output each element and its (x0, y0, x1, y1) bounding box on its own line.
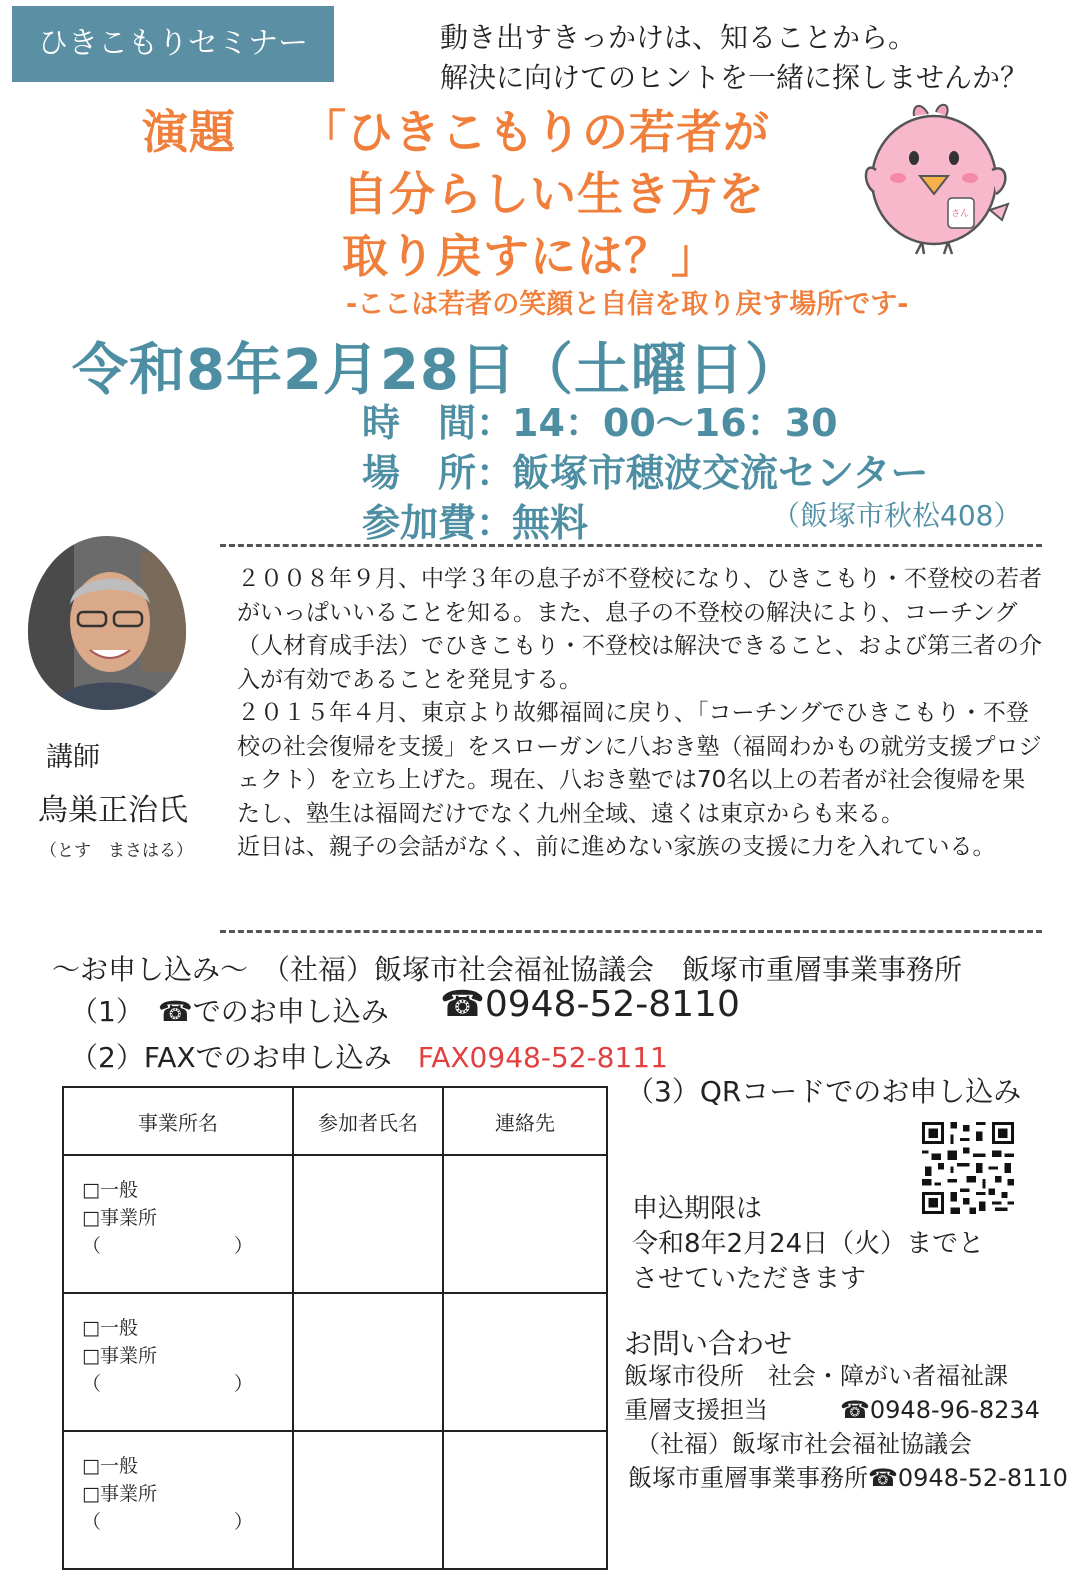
title-subtitle: -ここは若者の笑顔と自信を取り戻す場所です- (346, 289, 909, 320)
contact-line-3: （社福）飯塚市社会福祉協議会 (636, 1430, 972, 1458)
office-cell[interactable] (63, 1293, 293, 1431)
checkbox-general[interactable]: □一般 (82, 1455, 138, 1477)
fee-value: 無料 (512, 501, 589, 545)
participant-name-cell[interactable] (293, 1431, 443, 1569)
office-paren: （ ） (82, 1511, 254, 1533)
title-line-3: 取り戻すには？」 (342, 229, 718, 283)
intro-line-2: 解決に向けてのヒントを一緒に探しませんか？ (440, 61, 1029, 94)
application-form-table (62, 1086, 608, 1570)
info-time (362, 392, 838, 447)
checkbox-office[interactable]: □事業所 (82, 1207, 157, 1229)
table-row (63, 1293, 607, 1431)
contact-cell[interactable] (443, 1293, 607, 1431)
office-cell[interactable] (63, 1431, 293, 1569)
contact-line-4[interactable]: 飯塚市重層事業事務所☎0948-52-8110 (628, 1464, 1068, 1492)
office-paren: （ ） (82, 1235, 254, 1257)
bio-paragraph-2: ２０１５年４月、東京より故郷福岡に戻り、「コーチングでひきこもり・不登校の社会復帰を支援」をスローガンに八おき塾（福岡わかもの就労支援プロジェクト）を立ち上げた。現在、八おき塾では70名以上の若者が社会復帰を果たし、塾生は福岡だけでなく九州全域、遠くは東京からも来る。 (237, 700, 1042, 827)
deadline-line-3: させていただきます (632, 1264, 867, 1294)
title-line-1: 「ひきこもりの若者が (300, 105, 770, 159)
event-date: 令和8年2月28日（土曜日） (72, 338, 802, 403)
speaker-bio (237, 563, 1045, 865)
contact-cell[interactable] (443, 1431, 607, 1569)
divider-top (220, 544, 1042, 547)
deadline-line-2: 令和8年2月24日（火）までと (632, 1229, 985, 1259)
speaker-name: 鳥巣正治氏 (38, 793, 188, 828)
checkbox-general[interactable]: □一般 (82, 1317, 138, 1339)
time-value: 14：00～16：30 (512, 401, 838, 445)
venue-address: （飯塚市秋松408） (772, 499, 1022, 532)
info-place (362, 442, 928, 497)
table-row (63, 1155, 607, 1293)
checkbox-general[interactable]: □一般 (82, 1179, 138, 1201)
fax-label: （2）FAXでのお申し込み (70, 1041, 392, 1074)
speaker-label: 講師 (46, 742, 100, 773)
header-office: 事業所名 (63, 1087, 293, 1155)
intro-line-1: 動き出すきっかけは、知ることから。 (440, 21, 917, 54)
header-name: 参加者氏名 (293, 1087, 443, 1155)
info-fee (362, 492, 588, 547)
checkbox-office[interactable]: □事業所 (82, 1345, 157, 1367)
bio-paragraph-1: ２００８年９月、中学３年の息子が不登校になり、ひきこもり・不登校の若者がいっぱいいることを知る。また、息子の不登校の解決により、コーチング（人材育成手法）でひきこもり・不登校は解決できること、および第三者の介入が有効であることを発見する。 (237, 566, 1042, 693)
deadline-block (632, 1192, 984, 1297)
contact-cell[interactable] (443, 1155, 607, 1293)
header-contact: 連絡先 (443, 1087, 607, 1155)
deadline-line-1: 申込期限は (632, 1194, 763, 1224)
apply-heading: ～お申し込み～ （社福）飯塚市社会福祉協議会 飯塚市重層事業事務所 (52, 953, 963, 986)
tel-label: （1） ☎でのお申し込み (70, 995, 389, 1028)
table-row (63, 1431, 607, 1569)
contact-heading: お問い合わせ (624, 1327, 793, 1360)
contact-line-2[interactable]: 重層支援担当 ☎0948-96-8234 (624, 1396, 1040, 1424)
mascot-bird-icon (862, 100, 1012, 256)
participant-name-cell[interactable] (293, 1293, 443, 1431)
apply-qr-label: （3）QRコードでのお申し込み (626, 1075, 1022, 1108)
place-label: 場 所： (362, 451, 515, 495)
mascot-badge: さん (951, 209, 970, 219)
speaker-reading: （とす まさはる） (40, 841, 193, 861)
divider-bottom (220, 930, 1042, 933)
seminar-tag: ひきこもりセミナー (12, 6, 334, 82)
bio-paragraph-3: 近日は、親子の会話がなく、前に進めない家族の支援に力を入れている。 (237, 834, 996, 860)
fee-label: 参加費： (362, 501, 515, 545)
office-paren: （ ） (82, 1373, 254, 1395)
place-value: 飯塚市穂波交流センター (512, 451, 929, 495)
fax-number[interactable]: FAX0948-52-8111 (417, 1041, 668, 1074)
participant-name-cell[interactable] (293, 1155, 443, 1293)
apply-fax (70, 1036, 668, 1076)
apply-tel (70, 984, 740, 1030)
form-header-row (63, 1087, 607, 1155)
speaker-photo (24, 532, 190, 714)
title-line-2: 自分らしい生き方を (342, 167, 765, 221)
title-label: 演題 (142, 105, 236, 159)
checkbox-office[interactable]: □事業所 (82, 1483, 157, 1505)
office-cell[interactable] (63, 1155, 293, 1293)
contact-line-1: 飯塚市役所 社会・障がい者福祉課 (624, 1362, 1008, 1390)
tel-number[interactable]: ☎0948-52-8110 (440, 984, 740, 1025)
time-label: 時 間： (362, 401, 515, 445)
